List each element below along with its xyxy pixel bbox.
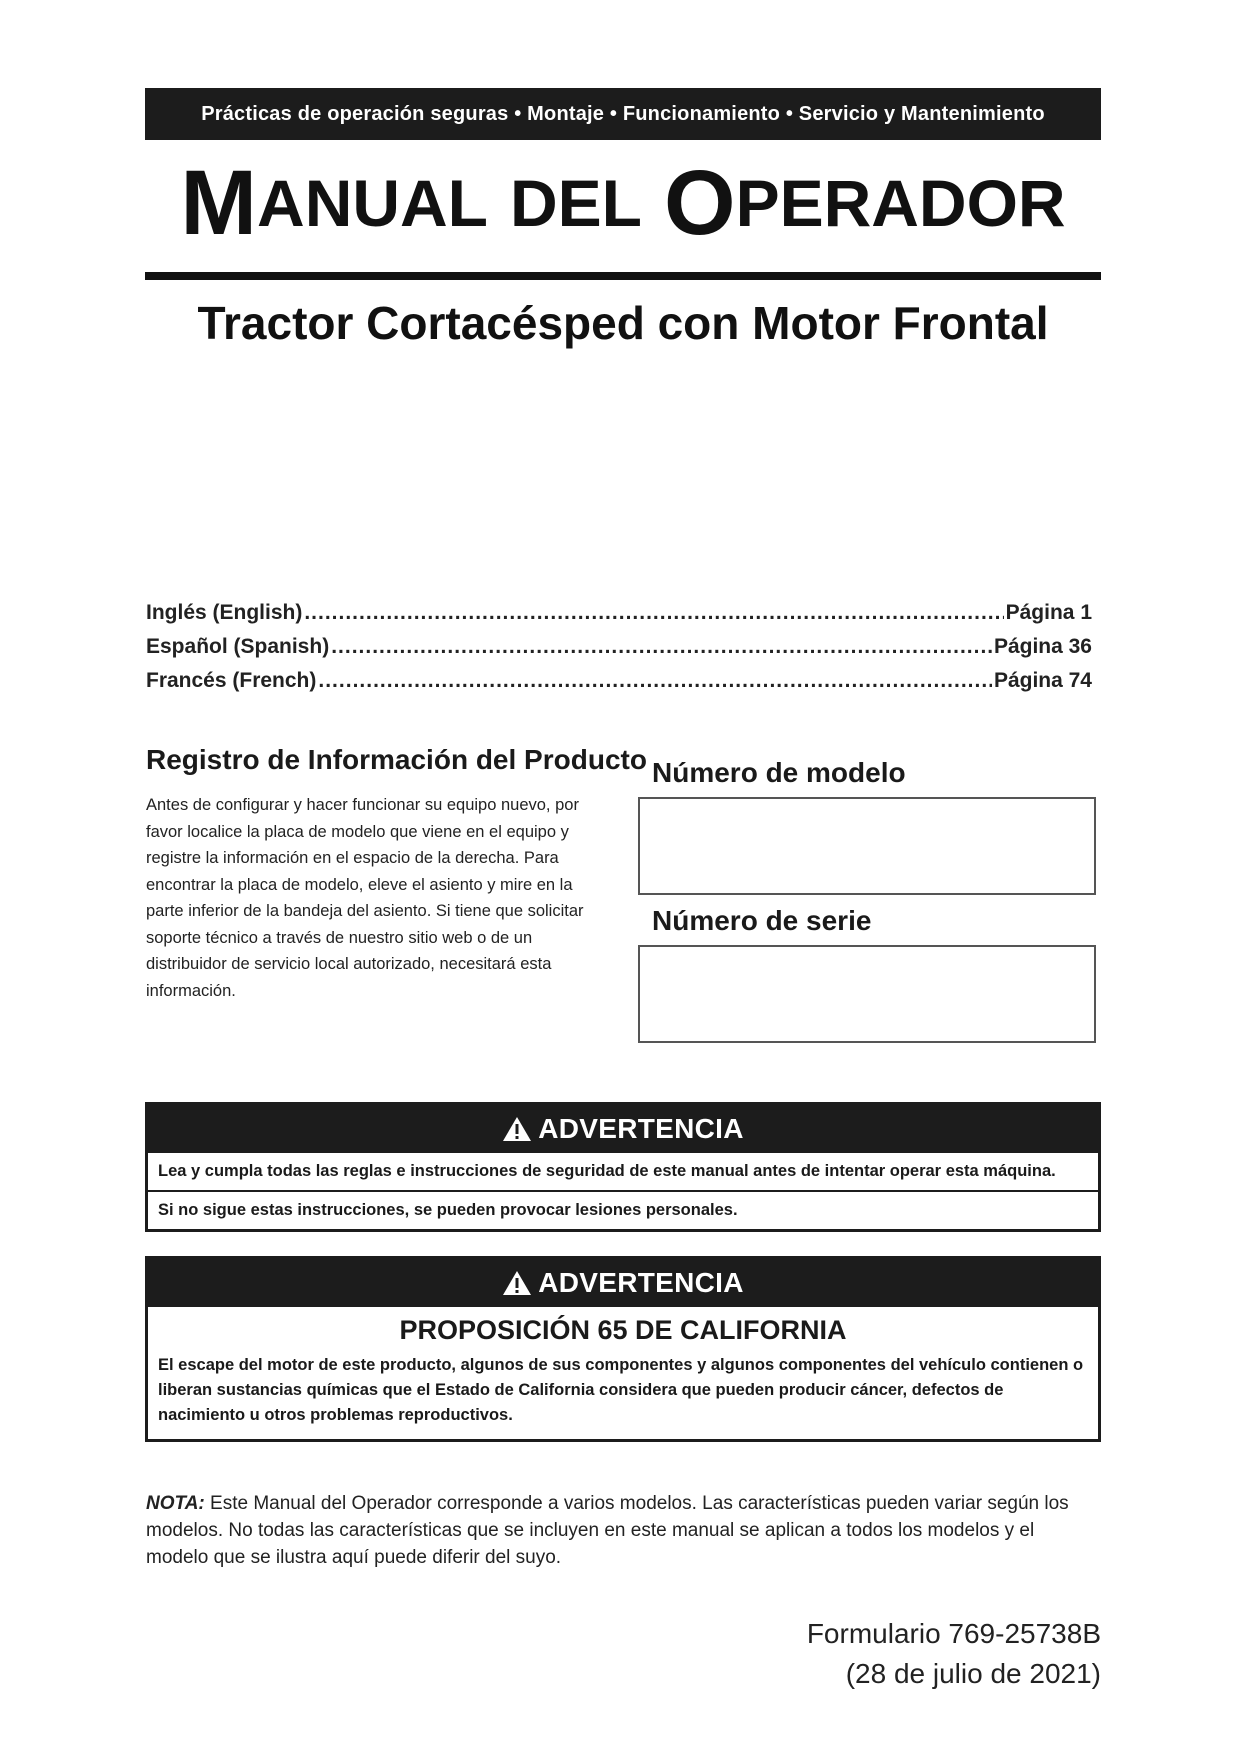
title-cap-m: M xyxy=(180,152,258,254)
warning-triangle-icon xyxy=(502,1116,532,1142)
warning-heading: ADVERTENCIA xyxy=(538,1113,744,1144)
toc-label: Español (Spanish) xyxy=(146,635,330,658)
prop65-text: El escape del motor de este producto, algunos de sus componentes y algunos componentes del vehículo contienen o liberan sustancias químicas que el Estado de California considera que pueden producir cáncer, defectos de nacimiento u otros problemas reproductivos. xyxy=(158,1356,1084,1424)
warning-heading: ADVERTENCIA xyxy=(538,1267,744,1298)
banner-text: Prácticas de operación seguras • Montaje • Funcionamiento • Servicio y Mantenimiento xyxy=(201,102,1045,125)
model-number-field[interactable] xyxy=(638,797,1096,895)
warning-line-1: Lea y cumpla todas las reglas e instrucciones de seguridad de este manual antes de intentar operar esta máquina. xyxy=(158,1162,1056,1180)
warning-triangle-icon xyxy=(502,1270,532,1296)
model-number-label: Número de modelo xyxy=(652,757,906,788)
form-number: Formulario 769-25738B xyxy=(806,1618,1101,1649)
registration-instructions: Antes de configurar y hacer funcionar su equipo nuevo, por favor localice la placa de modelo que viene en el equipo y registre la información en el espacio de la derecha. Para encontrar la placa de modelo, eleve el asiento y mire en la parte inferior de la bandeja del asiento. Si tiene que solicitar soporte técnico a través de nuestro sitio web o de un distribuidor de servicio local autorizado, necesitará esta información. xyxy=(146,796,584,1000)
toc-page: Página 74 xyxy=(993,669,1092,692)
title-divider xyxy=(145,272,1101,280)
toc-row-english[interactable] xyxy=(146,601,1092,635)
serial-number-label: Número de serie xyxy=(652,905,872,936)
prop65-title: PROPOSICIÓN 65 DE CALIFORNIA xyxy=(399,1315,847,1345)
warning-header xyxy=(148,1259,1098,1307)
serial-number-field[interactable] xyxy=(638,945,1096,1043)
product-subtitle: Tractor Cortacésped con Motor Frontal xyxy=(197,297,1049,349)
toc-leader xyxy=(304,601,1003,625)
form-info xyxy=(807,1614,1101,1694)
manual-title xyxy=(145,148,1101,258)
toc-page: Página 1 xyxy=(1005,601,1092,624)
section-banner xyxy=(145,88,1101,140)
registration-title: Registro de Información del Producto xyxy=(146,744,647,775)
title-cap-o: O xyxy=(664,152,736,254)
toc-row-spanish[interactable] xyxy=(146,635,1092,669)
title-word-manual: ANUAL xyxy=(257,166,488,240)
toc-leader xyxy=(318,669,992,693)
warning-header xyxy=(148,1105,1098,1153)
toc-label: Francés (French) xyxy=(146,669,317,692)
model-note xyxy=(146,1490,1096,1571)
toc-label: Inglés (English) xyxy=(146,601,303,624)
toc-page: Página 36 xyxy=(993,635,1092,658)
toc-row-french[interactable] xyxy=(146,669,1092,703)
warning-line-2: Si no sigue estas instrucciones, se pueden provocar lesiones personales. xyxy=(158,1201,738,1219)
language-index xyxy=(146,601,1092,703)
note-label: NOTA: xyxy=(146,1493,205,1514)
warning-box-safety xyxy=(145,1102,1101,1232)
title-word-operador: PERADOR xyxy=(735,166,1066,240)
note-text: Este Manual del Operador corresponde a varios modelos. Las características pueden variar según los modelos. No todas las características que se incluyen en este manual se aplican a todos los modelos y el modelo que se ilustra aquí puede diferir del suyo. xyxy=(146,1493,1069,1568)
form-date: (28 de julio de 2021) xyxy=(845,1658,1101,1689)
title-word-del: DEL xyxy=(510,166,642,240)
toc-leader xyxy=(331,635,992,659)
warning-box-prop65 xyxy=(145,1256,1101,1442)
